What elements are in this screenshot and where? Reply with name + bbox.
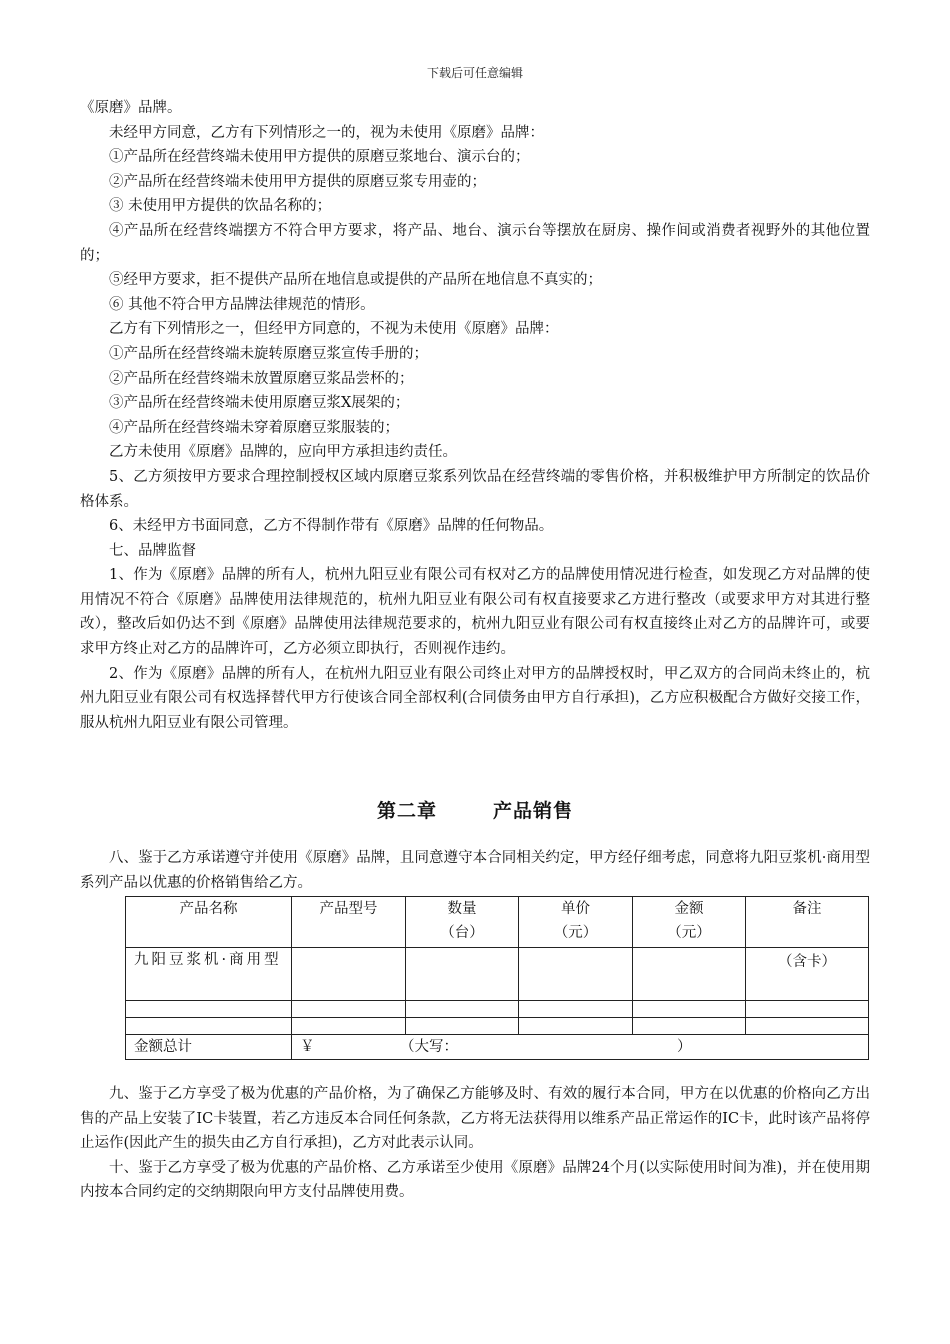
table-row <box>126 948 869 1001</box>
page-header: 下载后可任意编辑 <box>426 66 523 80</box>
clause-eight <box>80 846 870 895</box>
header-cell: 备注 <box>746 897 869 948</box>
table-cell <box>406 948 519 1001</box>
paragraph: 1、作为《原磨》品牌的所有人，杭州九阳豆业有限公司有权对乙方的品牌使用情况进行检查，如发现乙方对品牌的使用情况不符合《原磨》品牌使用法律规范的，杭州九阳豆业有限公司有权直接要求乙方进行整改（或要求甲方对其进行整改），整改后如仍达不到《原磨》品牌使用法律规范要求的，杭州九阳豆业有限公司有权直接终止对乙方的品牌许可，或要求甲方终止对乙方的品牌许可，乙方必须立即执行，否则视作违约。 <box>80 567 870 658</box>
paragraph: 乙方未使用《原磨》品牌的，应向甲方承担违约责任。 <box>109 444 457 461</box>
section-heading: 七、品牌监督 <box>109 542 196 559</box>
note-cell: （含卡） <box>746 948 869 1001</box>
chapter-number: 第二章 <box>376 800 437 822</box>
paragraph: ①产品所在经营终端未使用甲方提供的原磨豆浆地台、演示台的； <box>109 149 530 166</box>
paragraph: ②产品所在经营终端未使用甲方提供的原磨豆浆专用壶的； <box>109 173 486 190</box>
table-header-row <box>126 897 869 948</box>
chapter-title <box>0 796 950 823</box>
header-cell: 金额 （元） <box>633 897 746 948</box>
product-table <box>125 896 869 1060</box>
table-cell <box>292 948 406 1001</box>
paragraph: 5、乙方须按甲方要求合理控制授权区域内原磨豆浆系列饮品在经营终端的零售价格，并积极维护甲方所制定的饮品价格体系。 <box>80 468 870 510</box>
paragraph: 6、未经甲方书面同意，乙方不得制作带有《原磨》品牌的任何物品。 <box>109 518 554 535</box>
table-cell <box>633 948 746 1001</box>
paragraph: 十、鉴于乙方享受了极为优惠的产品价格、乙方承诺至少使用《原磨》品牌24个月(以实际使用时间为准)，并在使用期内按本合同约定的交纳期限向甲方支付品牌使用费。 <box>80 1159 870 1201</box>
paragraph: 2、作为《原磨》品牌的所有人，在杭州九阳豆业有限公司终止对甲方的品牌授权时，甲乙双方的合同尚未终止的，杭州九阳豆业有限公司有权选择替代甲方行使该合同全部权利(合同债务由甲方自行承担)，乙方应积极配合方做好交接工作，服从杭州九阳豆业有限公司管理。 <box>80 665 870 731</box>
total-words-open: （大写： <box>400 1039 458 1055</box>
total-label: 金额总计 <box>126 1035 292 1060</box>
header-cell: 单价 （元） <box>519 897 633 948</box>
total-row <box>126 1035 869 1060</box>
header-cell: 产品名称 <box>126 897 292 948</box>
total-words-close: ） <box>677 1039 692 1055</box>
paragraph: 八、鉴于乙方承诺遵守并使用《原磨》品牌，且同意遵守本合同相关约定，甲方经仔细考虑，同意将九阳豆浆机·商用型系列产品以优惠的价格销售给乙方。 <box>80 850 870 891</box>
table-cell <box>519 948 633 1001</box>
clauses-bottom <box>80 1082 870 1205</box>
paragraph: ③产品所在经营终端未使用原磨豆浆X展架的； <box>109 395 410 412</box>
chapter-name: 产品销售 <box>493 800 574 822</box>
paragraph: ①产品所在经营终端未旋转原磨豆浆宣传手册的； <box>109 345 428 362</box>
paragraph: ⑥ 其他不符合甲方品牌法律规范的情形。 <box>109 296 375 313</box>
paragraph: 乙方有下列情形之一，但经甲方同意的，不视为未使用《原磨》品牌： <box>109 321 559 338</box>
product-name-cell: 九阳豆浆机·商用型 <box>126 948 292 1001</box>
paragraph: ④产品所在经营终端未穿着原磨豆浆服装的； <box>109 419 399 436</box>
paragraph: 未经甲方同意，乙方有下列情形之一的，视为未使用《原磨》品牌： <box>109 124 544 141</box>
paragraph: ③ 未使用甲方提供的饮品名称的； <box>109 198 332 215</box>
paragraph: 九、鉴于乙方享受了极为优惠的产品价格，为了确保乙方能够及时、有效的履行本合同，甲方在以优惠的价格向乙方出售的产品上安装了IC卡装置，若乙方违反本合同任何条款，乙方将无法获得用以维系产品正常运作的IC卡，此时该产品将停止运作(因此产生的损失由乙方自行承担)，乙方对此表示认同。 <box>80 1086 870 1152</box>
clauses-top <box>80 96 870 735</box>
header-cell: 数量 （台） <box>406 897 519 948</box>
total-value-cell <box>292 1035 869 1060</box>
paragraph: ④产品所在经营终端摆方不符合甲方要求，将产品、地台、演示台等摆放在厨房、操作间或消费者视野外的其他位置的； <box>80 222 870 264</box>
header-cell: 产品型号 <box>292 897 406 948</box>
table-row <box>126 1001 869 1018</box>
paragraph: 《原磨》品牌。 <box>80 100 182 116</box>
paragraph: ②产品所在经营终端未放置原磨豆浆品尝杯的； <box>109 370 414 387</box>
paragraph: ⑤经甲方要求，拒不提供产品所在地信息或提供的产品所在地信息不真实的； <box>109 272 602 289</box>
table-row <box>126 1018 869 1035</box>
currency-symbol: ￥ <box>300 1039 315 1055</box>
